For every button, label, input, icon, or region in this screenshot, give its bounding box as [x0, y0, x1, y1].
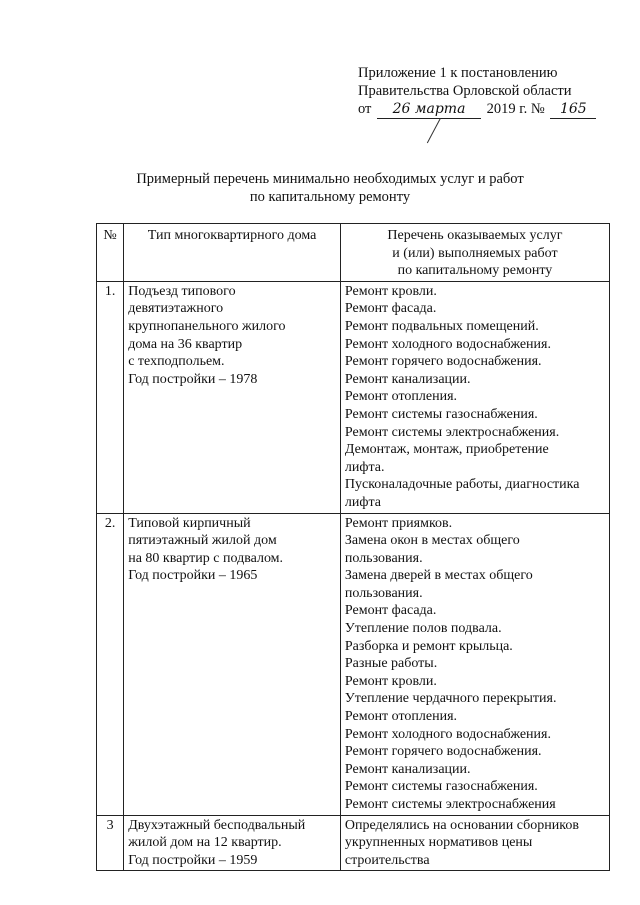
works-item: Ремонт системы газоснабжения.	[344, 779, 538, 795]
works-item: Ремонт кровли.	[344, 673, 437, 689]
annex-line-3	[358, 100, 628, 119]
annex-line-2: Правительства Орловской области	[358, 83, 572, 99]
works-item: лифта	[344, 494, 381, 510]
building-type-line: Год постройки – 1978	[128, 371, 258, 387]
annex-date-prefix: от	[358, 101, 372, 117]
building-type-line: крупнопанельного жилого	[128, 318, 286, 334]
row-number: 1.	[97, 281, 124, 513]
works-list	[345, 817, 605, 870]
works-item: Определялись на основании сборников	[344, 817, 579, 833]
row-number: 3	[97, 815, 124, 871]
works-item: Замена окон в местах общего	[344, 533, 520, 549]
works-cell	[340, 815, 609, 871]
works-item: Разные работы.	[344, 656, 438, 672]
works-item: Утепление чердачного перекрытия.	[344, 691, 557, 707]
works-item: Ремонт системы электроснабжения.	[344, 424, 560, 440]
header-works-line-3: по капитальному ремонту	[397, 263, 553, 279]
works-item: Ремонт отопления.	[344, 389, 458, 405]
works-cell	[340, 281, 609, 513]
building-type-line: на 80 квартир с подвалом.	[128, 550, 284, 566]
works-item: строительства	[344, 852, 430, 868]
header-type: Тип многоквартирного дома	[124, 224, 341, 282]
works-table	[96, 223, 610, 871]
works-item: Ремонт подвальных помещений.	[344, 318, 539, 334]
works-item: лифта.	[344, 459, 385, 475]
building-type-line: жилой дом на 12 квартир.	[128, 835, 282, 851]
works-item: Ремонт канализации.	[344, 371, 471, 387]
works-item: Разборка и ремонт крыльца.	[344, 638, 513, 654]
building-type-cell	[124, 281, 341, 513]
works-item: Ремонт системы электроснабжения	[344, 797, 556, 812]
header-works	[340, 224, 609, 282]
document-title	[120, 170, 540, 206]
works-item: Ремонт холодного водоснабжения.	[344, 726, 551, 742]
title-line-1: Примерный перечень минимально необходимых услуг и работ	[136, 171, 524, 187]
annex-block	[358, 64, 628, 119]
row-number: 2.	[97, 513, 124, 815]
header-works-line-2: и (или) выполняемых работ	[392, 245, 558, 261]
annex-line-1: Приложение 1 к постановлению	[358, 65, 558, 81]
building-type-line: пятиэтажный жилой дом	[128, 533, 277, 549]
table-row	[97, 281, 610, 513]
header-num: №	[97, 224, 124, 282]
handwritten-date: 26 марта	[377, 100, 481, 119]
works-item: Ремонт канализации.	[344, 761, 471, 777]
works-item: Пусконаладочные работы, диагностика	[344, 477, 580, 493]
works-cell	[340, 513, 609, 815]
works-item: пользования.	[344, 550, 423, 566]
works-list	[345, 515, 605, 814]
works-item: Ремонт горячего водоснабжения.	[344, 354, 542, 370]
works-item: Демонтаж, монтаж, приобретение	[344, 442, 549, 458]
building-type-line: Подъезд типового	[128, 283, 236, 299]
building-type-line: дома на 36 квартир	[128, 336, 243, 352]
building-type-line: Типовой кирпичный	[128, 515, 251, 531]
header-works-line-1: Перечень оказываемых услуг	[387, 228, 563, 243]
works-item: Ремонт кровли.	[344, 283, 437, 299]
works-item: Ремонт приямков.	[344, 515, 453, 531]
building-type-line: с техподпольем.	[128, 354, 225, 370]
works-item: укрупненных нормативов цены	[344, 835, 533, 851]
building-type-line: девятиэтажного	[128, 301, 224, 317]
works-item: пользования.	[344, 585, 423, 601]
pen-stroke	[427, 118, 441, 143]
works-item: Ремонт горячего водоснабжения.	[344, 744, 542, 760]
building-type-cell	[124, 513, 341, 815]
works-item: Ремонт фасада.	[344, 301, 437, 317]
annex-year-label: 2019 г. №	[486, 101, 545, 117]
table-row	[97, 513, 610, 815]
building-type-line: Год постройки – 1965	[128, 568, 258, 584]
works-item: Замена дверей в местах общего	[344, 568, 533, 584]
works-list	[345, 283, 605, 512]
works-item: Утепление полов подвала.	[344, 621, 502, 637]
works-item: Ремонт системы газоснабжения.	[344, 406, 538, 422]
building-type-line: Двухэтажный бесподвальный	[128, 817, 306, 833]
handwritten-number: 165	[550, 100, 596, 119]
title-line-2: по капитальному ремонту	[249, 189, 411, 205]
table-header-row	[97, 224, 610, 282]
building-type-line: Год постройки – 1959	[128, 852, 258, 868]
table-row	[97, 815, 610, 871]
works-item: Ремонт фасада.	[344, 603, 437, 619]
building-type-cell	[124, 815, 341, 871]
works-item: Ремонт отопления.	[344, 709, 458, 725]
works-item: Ремонт холодного водоснабжения.	[344, 336, 551, 352]
